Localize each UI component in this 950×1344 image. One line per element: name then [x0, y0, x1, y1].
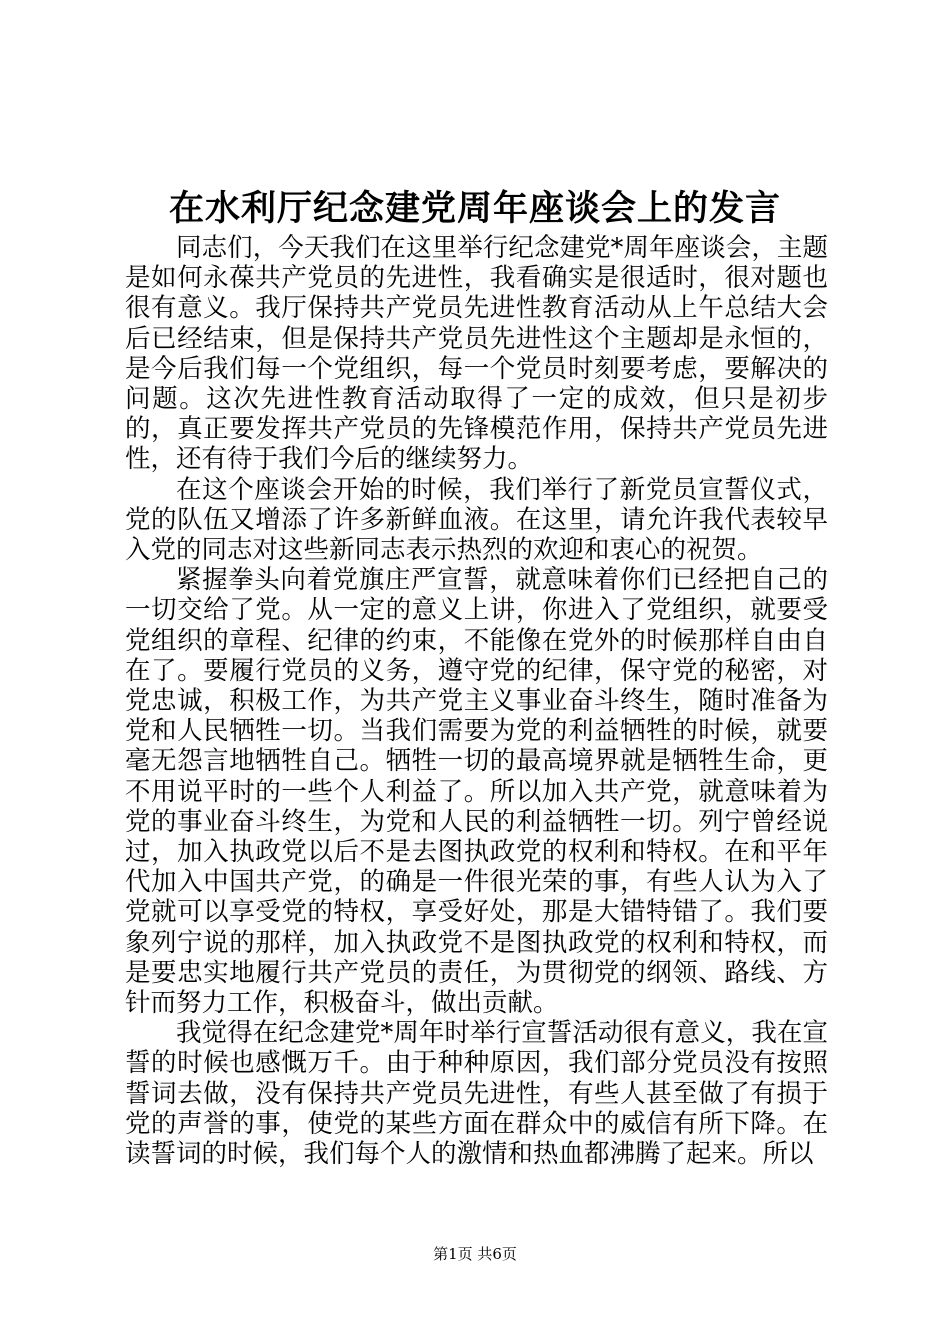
- paragraph: 在这个座谈会开始的时候，我们举行了新党员宣誓仪式，党的队伍又增添了许多新鲜血液。在这里，请允许我代表较早入党的同志对这些新同志表示热烈的欢迎和衷心的祝贺。: [125, 474, 828, 566]
- paragraph: 紧握拳头向着党旗庄严宣誓，就意味着你们已经把自己的一切交给了党。从一定的意义上讲，你进入了党组织，就要受党组织的章程、纪律的约束，不能像在党外的时候那样自由自在了。要履行党员的义务，遵守党的纪律，保守党的秘密，对党忠诚，积极工作，为共产党主义事业奋斗终生，随时准备为党和人民牺牲一切。当我们需要为党的利益牺牲的时候，就要毫无怨言地牺牲自己。牺牲一切的最高境界就是牺牲生命，更不用说平时的一些个人利益了。所以加入共产党，就意味着为党的事业奋斗终生，为党和人民的利益牺牲一切。列宁曾经说过，加入执政党以后不是去图执政党的权利和特权。在和平年代加入中国共产党，的确是一件很光荣的事，有些人认为入了党就可以享受党的特权，享受好处，那是大错特错了。我们要象列宁说的那样，加入执政党不是图执政党的权利和特权，而是要忠实地履行共产党员的责任，为贯彻党的纲领、路线、方针而努力工作，积极奋斗，做出贡献。: [125, 565, 828, 1019]
- paragraph: 我觉得在纪念建党*周年时举行宣誓活动很有意义，我在宣誓的时候也感慨万千。由于种种原因，我们部分党员没有按照誓词去做，没有保持共产党员先进性，有些人甚至做了有损于党的声誉的事，使党的某些方面在群众中的威信有所下降。在读誓词的时候，我们每个人的激情和热血都沸腾了起来。所以: [125, 1018, 828, 1170]
- page-title: 在水利厅纪念建党周年座谈会上的发言: [168, 188, 781, 229]
- page-number-footer: 第1页 共6页: [433, 1245, 517, 1263]
- paragraph: 同志们，今天我们在这里举行纪念建党*周年座谈会，主题是如何永葆共产党员的先进性，我看确实是很适时，很对题也很有意义。我厅保持共产党员先进性教育活动从上午总结大会后已经结束，但是保持共产党员先进性这个主题却是永恒的，是今后我们每一个党组织，每一个党员时刻要考虑，要解决的问题。这次先进性教育活动取得了一定的成效，但只是初步的，真正要发挥共产党员的先锋模范作用，保持共产党员先进性，还有待于我们今后的继续努力。: [125, 233, 828, 475]
- document-body: [125, 233, 828, 1169]
